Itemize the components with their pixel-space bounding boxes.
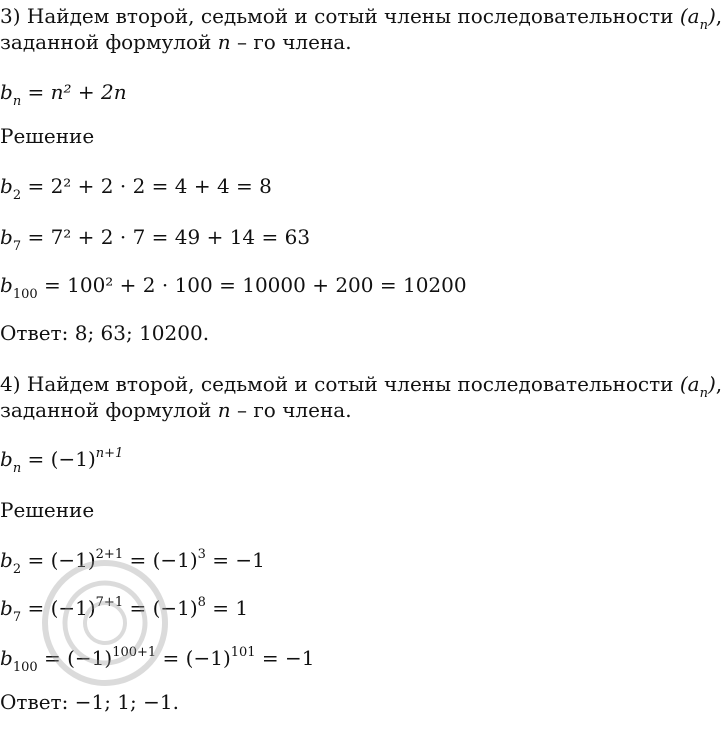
problem3-intro-text: 3) Найдем второй, седьмой и сотый члены последовательности [0,4,680,28]
subscript-100: 100 [12,287,38,302]
step1-exp2: 3 [197,547,206,562]
subscript-2: 2 [12,562,22,577]
problem3-formula-rhs: = n² + 2n [27,80,127,104]
problem4-intro-line1: 4) Найдем второй, седьмой и сотый члены последовательности $(a_n)$, [0,372,722,401]
step1-exp1: 2+1 [95,547,124,562]
problem3-formula: $b_n = n^2 + 2n$ [0,80,127,109]
problem3-step-b2: $b_2 = 2^2 + 2 \cdot 2 = 4 + 4 = 8$ [0,174,272,203]
step2-a: = (−1) [27,596,96,620]
subscript-100: 100 [12,660,38,675]
step2-exp2: 8 [197,595,206,610]
problem4-step-b100: $b_{100} = (-1)^{100+1} = (-1)^{101} = -1$ [0,645,315,675]
problem4-solution-label: Решение [0,498,95,522]
problem4-step-b2: $b_2 = (-1)^{2+1} = (-1)^3 = -1$ [0,547,265,577]
subscript-7: 7 [12,610,22,625]
step3-c: = −1 [255,646,315,670]
subscript-2: 2 [12,188,22,203]
subscript-7: 7 [12,239,22,254]
step2-exp1: 7+1 [95,595,124,610]
problem4-formula-rhs: = (−1) [27,447,96,471]
problem4-formula-exp: n+1 [95,446,124,461]
problem3-intro-text2: заданной формулой [0,30,218,54]
problem4-step-b7: $b_7 = (-1)^{7+1} = (-1)^8 = 1$ [0,595,249,625]
step3-exp1: 100+1 [112,645,157,660]
problem3-answer: Ответ: 8; 63; 10200. [0,321,210,345]
problem4-answer: Ответ: −1; 1; −1. [0,690,179,714]
step2-b: = (−1) [123,596,198,620]
problem3-solution-label: Решение [0,124,95,148]
step3-a: = (−1) [44,646,113,670]
problem3-step-b100: $b_{100} = 100^2 + 2 \cdot 100 = 10000 + 200 = 10200$ [0,273,467,302]
step3-exp2: 101 [230,645,256,660]
step2-c: = 1 [205,596,249,620]
step1-c: = −1 [205,548,265,572]
problem3-step-b7: $b_7 = 7^2 + 2 \cdot 7 = 49 + 14 = 63$ [0,225,311,254]
problem3-step-b100-text: = 100² + 2 · 100 = 10000 + 200 = 10200 [44,273,467,297]
step3-b: = (−1) [156,646,231,670]
problem3-step-b2-text: = 2² + 2 · 2 = 4 + 4 = 8 [27,174,272,198]
problem3-intro-line1: 3) Найдем второй, седьмой и сотый члены последовательности $(a_n)$, [0,4,722,33]
step1-a: = (−1) [27,548,96,572]
problem4-intro-text2: заданной формулой [0,398,218,422]
problem3-intro-line2: заданной формулой n – го члена. [0,30,352,54]
problem4-intro-line2: заданной формулой n – го члена. [0,398,352,422]
step1-b: = (−1) [123,548,198,572]
problem3-intro-tail: – го члена. [230,30,352,54]
problem4-intro-tail: – го члена. [230,398,352,422]
problem3-step-b7-text: = 7² + 2 · 7 = 49 + 14 = 63 [27,225,311,249]
problem4-formula: $b_n = (-1)^{n+1}$ [0,446,124,476]
problem4-intro-text: 4) Найдем второй, седьмой и сотый члены последовательности [0,372,680,396]
